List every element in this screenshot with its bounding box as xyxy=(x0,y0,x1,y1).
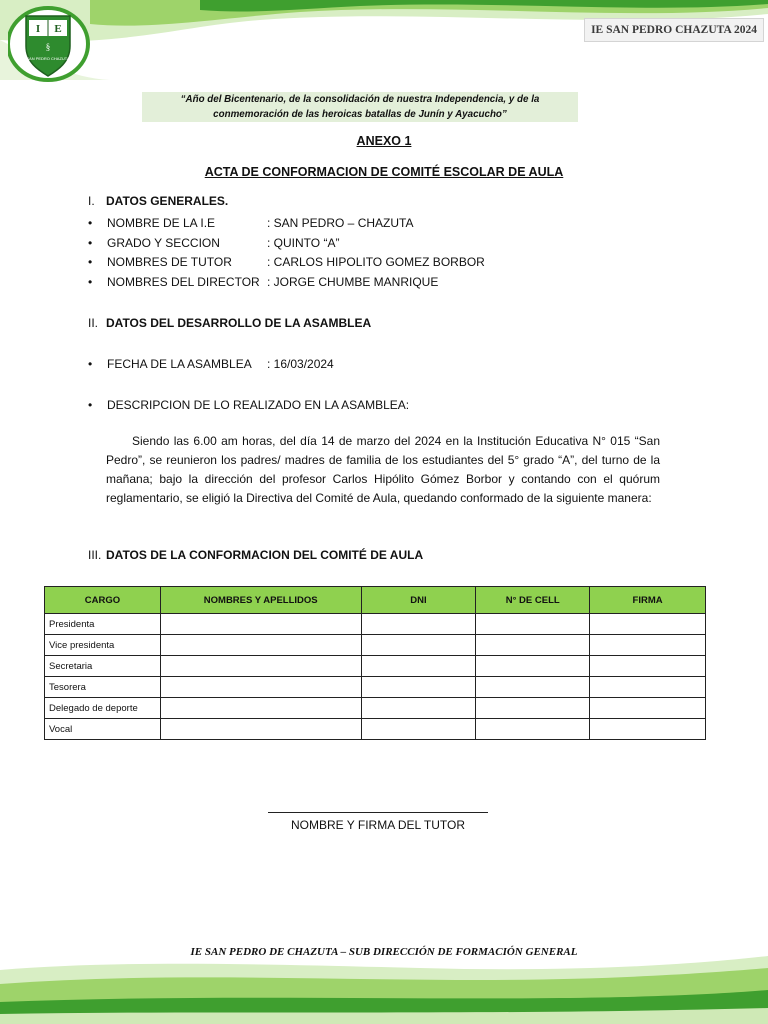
cell-phone-cell[interactable] xyxy=(476,656,590,677)
signature-cell[interactable] xyxy=(590,635,706,656)
role-cell: Vice presidenta xyxy=(45,635,161,656)
table-row xyxy=(45,719,706,740)
name-cell[interactable] xyxy=(160,635,361,656)
section-2-number: II. xyxy=(88,316,99,330)
cell-phone-cell[interactable] xyxy=(476,719,590,740)
bullet-icon: • xyxy=(88,216,93,230)
table-row xyxy=(45,677,706,698)
name-cell[interactable] xyxy=(160,614,361,635)
section-3-number: III. xyxy=(88,548,102,562)
column-header: N° DE CELL xyxy=(476,587,590,614)
annex-title: ANEXO 1 xyxy=(356,134,412,148)
dni-cell[interactable] xyxy=(361,635,476,656)
logo-letter-i: I xyxy=(35,23,41,35)
signature-line xyxy=(268,812,488,813)
school-year-tag: IE SAN PEDRO CHAZUTA 2024 xyxy=(584,18,764,42)
section-2-heading xyxy=(88,316,371,330)
signature-cell[interactable] xyxy=(590,614,706,635)
section-3-title: DATOS DE LA CONFORMACION DEL COMITÉ DE AULA xyxy=(106,548,424,562)
motto-line-2: conmemoración de las heroicas batallas de Junín y Ayacucho” xyxy=(213,109,507,120)
bullet-icon: • xyxy=(88,398,93,412)
column-header: CARGO xyxy=(45,587,161,614)
logo-caption: SAN PEDRO CHAZUTA xyxy=(26,56,70,61)
header-wave-band xyxy=(0,0,768,90)
name-cell[interactable] xyxy=(160,656,361,677)
field-label: NOMBRES DEL DIRECTOR xyxy=(107,275,260,289)
table-row xyxy=(45,656,706,677)
section-1-heading xyxy=(88,194,228,208)
field-label: NOMBRES DE TUTOR xyxy=(107,255,232,269)
column-header: DNI xyxy=(361,587,476,614)
signature-cell[interactable] xyxy=(590,656,706,677)
general-data-row xyxy=(88,216,413,230)
role-cell: Secretaria xyxy=(45,656,161,677)
field-value: : SAN PEDRO – CHAZUTA xyxy=(267,216,414,230)
cell-phone-cell[interactable] xyxy=(476,614,590,635)
signature-cell[interactable] xyxy=(590,677,706,698)
role-cell: Vocal xyxy=(45,719,161,740)
table-row xyxy=(45,635,706,656)
committee-table xyxy=(44,586,706,740)
signature-cell[interactable] xyxy=(590,698,706,719)
bullet-icon: • xyxy=(88,275,93,289)
cell-phone-cell[interactable] xyxy=(476,698,590,719)
motto-line-1: “Año del Bicentenario, de la consolidación de nuestra Independencia, y de la xyxy=(180,94,540,105)
dni-cell[interactable] xyxy=(361,719,476,740)
field-value: : QUINTO “A” xyxy=(267,236,340,250)
general-data-row xyxy=(88,236,339,250)
name-cell[interactable] xyxy=(160,677,361,698)
assembly-description-row xyxy=(88,398,409,412)
dni-cell[interactable] xyxy=(361,614,476,635)
assembly-description-paragraph: Siendo las 6.00 am horas, del día 14 de marzo del 2024 en la Institución Educativa N° 015 “San Pedro”, se reunieron los padres/ madres de familia de los estudiantes del 5° grado “A”, del turno de la mañana; bajo la dirección del profesor Carlos Hipólito Gómez Borbor y contando con el quórum reglamentario, se eligió la Directiva del Comité de Aula, quedando conformado de la siguiente manera: xyxy=(106,434,660,505)
dni-cell[interactable] xyxy=(361,656,476,677)
act-title: ACTA DE CONFORMACION DE COMITÉ ESCOLAR DE AULA xyxy=(204,165,564,179)
year-motto-banner xyxy=(142,92,578,122)
role-cell: Presidenta xyxy=(45,614,161,635)
role-cell: Delegado de deporte xyxy=(45,698,161,719)
school-logo xyxy=(8,6,92,82)
section-3-heading xyxy=(88,548,423,562)
field-value: : JORGE CHUMBE MANRIQUE xyxy=(267,275,439,289)
logo-letter-e: E xyxy=(54,23,62,35)
field-label: GRADO Y SECCION xyxy=(107,236,220,250)
dni-cell[interactable] xyxy=(361,698,476,719)
field-value: : CARLOS HIPOLITO GOMEZ BORBOR xyxy=(267,255,485,269)
bullet-icon: • xyxy=(88,357,93,371)
cell-phone-cell[interactable] xyxy=(476,635,590,656)
general-data-row xyxy=(88,275,438,289)
section-2-title: DATOS DEL DESARROLLO DE LA ASAMBLEA xyxy=(106,316,372,330)
bullet-icon: • xyxy=(88,236,93,250)
assembly-date-value: : 16/03/2024 xyxy=(267,357,334,371)
name-cell[interactable] xyxy=(160,719,361,740)
name-cell[interactable] xyxy=(160,698,361,719)
section-1-title: DATOS GENERALES. xyxy=(106,194,229,208)
assembly-description-label: DESCRIPCION DE LO REALIZADO EN LA ASAMBLEA: xyxy=(107,398,410,412)
footer-wave-band xyxy=(0,950,768,1024)
assembly-date-row xyxy=(88,357,334,371)
table-row xyxy=(45,614,706,635)
column-header: FIRMA xyxy=(590,587,706,614)
general-data-row xyxy=(88,255,485,269)
table-header-row xyxy=(45,587,706,614)
column-header: NOMBRES Y APELLIDOS xyxy=(160,587,361,614)
svg-text:§: § xyxy=(45,42,51,52)
signature-cell[interactable] xyxy=(590,719,706,740)
footer-text: IE SAN PEDRO DE CHAZUTA – SUB DIRECCIÓN DE FORMACIÓN GENERAL xyxy=(190,946,578,958)
role-cell: Tesorera xyxy=(45,677,161,698)
assembly-date-label: FECHA DE LA ASAMBLEA xyxy=(107,357,252,371)
tutor-signature-label: NOMBRE Y FIRMA DEL TUTOR xyxy=(290,818,466,832)
section-1-number: I. xyxy=(88,194,95,208)
field-label: NOMBRE DE LA I.E xyxy=(107,216,216,230)
bullet-icon: • xyxy=(88,255,93,269)
cell-phone-cell[interactable] xyxy=(476,677,590,698)
table-row xyxy=(45,698,706,719)
dni-cell[interactable] xyxy=(361,677,476,698)
